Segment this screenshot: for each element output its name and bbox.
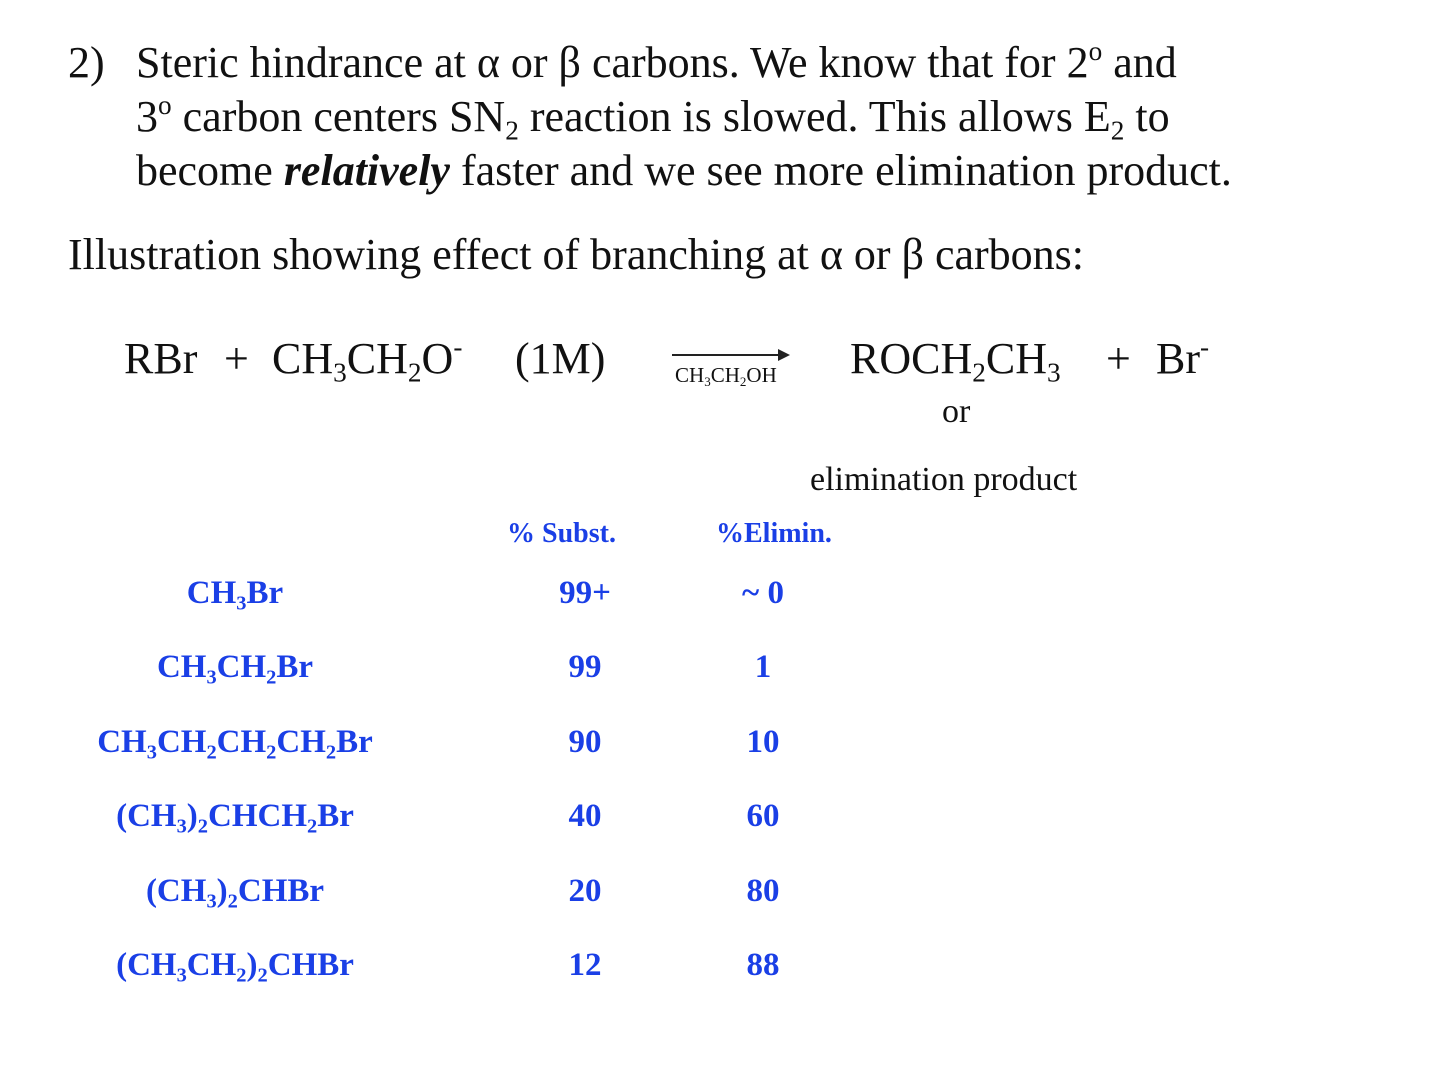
formula-part: CHBr (267, 946, 354, 983)
subscript: 2 (407, 357, 422, 388)
subscript: 2 (266, 666, 277, 689)
subscript: 2 (505, 115, 519, 146)
substrate-formula (80, 854, 390, 928)
reactant-rbr: RBr (124, 334, 198, 383)
subscript: 2 (206, 741, 217, 764)
subscript: 2 (197, 815, 209, 838)
subscript: 2 (307, 815, 318, 838)
table-row (80, 854, 880, 928)
table-row (80, 556, 880, 630)
percent-subst-value: 12 (568, 946, 602, 983)
point-line-1-text: Steric hindrance at α or β carbons. We know that for 2 (136, 38, 1089, 87)
point-line-2-text-b: reaction is slowed. This allows E (518, 92, 1111, 141)
formula-part: CHCH (208, 798, 308, 835)
subscript: 2 (1110, 115, 1125, 146)
formula-part: ) (216, 872, 228, 909)
product-bromide (1156, 332, 1209, 386)
substitution-elimination-table (80, 556, 880, 1002)
formula-part: CH (156, 649, 207, 686)
percent-subst-value: 40 (568, 798, 602, 835)
formula-part: CH (186, 946, 237, 983)
point-line-1-end: and (1102, 38, 1177, 87)
formula-part: CH (710, 363, 740, 387)
percent-subst-value: 99+ (559, 575, 611, 611)
subscript: 3 (206, 666, 217, 689)
formula-part: CHBr (237, 872, 325, 909)
elimination-product-label: elimination product (810, 461, 1078, 498)
degree-sign: o (158, 90, 172, 121)
emphasis-relatively: relatively (283, 146, 450, 195)
subscript: 3 (146, 741, 157, 764)
formula-part: (CH (116, 946, 177, 983)
substrate-formula (80, 928, 390, 1002)
formula-part: CH (346, 334, 408, 383)
formula-part: Br (336, 723, 373, 760)
point-line-1 (136, 36, 1440, 90)
percent-elimin-value: 1 (754, 649, 772, 686)
percent-elimin-value: 88 (746, 946, 780, 983)
subscript: 2 (266, 741, 277, 764)
table-row (80, 705, 880, 779)
point-number: 2) (68, 38, 105, 87)
substrate-formula (80, 705, 390, 779)
subscript: 2 (739, 374, 747, 390)
charge: - (453, 332, 463, 363)
header-percent-elimin: %Elimin. (716, 518, 832, 549)
subscript: 3 (176, 964, 187, 987)
formula-part: CH (97, 723, 147, 760)
point-line-2-end: to (1124, 92, 1170, 141)
subscript: 2 (227, 890, 238, 913)
substrate-formula (80, 556, 390, 630)
formula-part: Br (317, 798, 354, 835)
formula-part: CH (216, 723, 267, 760)
formula-part: CH (186, 575, 237, 611)
or-label: or (942, 393, 971, 430)
point-line-3 (136, 144, 1440, 198)
formula-part: CH (276, 723, 326, 760)
subscript: 3 (704, 374, 711, 390)
charge: - (1200, 332, 1210, 363)
formula-part: (CH (116, 798, 177, 835)
formula-part: CH (985, 334, 1048, 383)
table-row (80, 779, 880, 853)
formula-part: (CH (145, 872, 207, 909)
formula-part: CH (675, 363, 705, 387)
plus-sign: + (1106, 334, 1131, 383)
point-line-2 (136, 90, 1440, 144)
subscript: 3 (176, 815, 187, 838)
formula-part: OH (746, 363, 777, 387)
formula-part: ) (186, 798, 198, 835)
percent-subst-value: 20 (568, 872, 602, 909)
formula-part: ROCH (850, 334, 973, 383)
formula-part: CH (272, 334, 334, 383)
subscript: 3 (206, 890, 217, 913)
substrate-formula (80, 779, 390, 853)
subscript: 3 (1047, 357, 1061, 388)
subscript: 2 (257, 964, 268, 987)
reactant-ethoxide (272, 332, 462, 386)
point-text (136, 36, 1440, 198)
percent-subst-value: 90 (568, 723, 602, 760)
subscript: 3 (333, 357, 347, 388)
point-line-2-start: 3 (136, 92, 158, 141)
percent-elimin-value: ~ 0 (742, 575, 784, 611)
percent-subst-value: 99 (568, 649, 602, 686)
plus-sign: + (224, 334, 249, 383)
formula-part: Br (276, 649, 314, 686)
illustration-caption: Illustration showing effect of branching at α or β carbons: (68, 230, 1085, 279)
substrate-formula (80, 630, 390, 704)
arrow-shaft (672, 354, 780, 356)
table-row (80, 928, 880, 1002)
header-percent-subst: % Subst. (507, 518, 616, 549)
formula-part: ) (246, 946, 258, 983)
subscript: 2 (972, 357, 986, 388)
solvent-label (675, 362, 777, 388)
arrow-head-icon (778, 349, 790, 361)
point-line-2-text: carbon centers SN (171, 92, 506, 141)
percent-elimin-value: 10 (746, 723, 780, 760)
subscript: 2 (325, 741, 337, 764)
formula-part: O (421, 334, 454, 383)
formula-part: Br (1156, 334, 1200, 383)
subscript: 3 (236, 592, 247, 615)
formula-part: CH (156, 723, 207, 760)
formula-part: Br (246, 575, 284, 611)
degree-sign: o (1088, 36, 1103, 67)
subscript: 2 (236, 964, 247, 987)
formula-part: CH (216, 649, 267, 686)
point-line-3-start: become (136, 146, 284, 195)
concentration-label: (1M) (515, 334, 606, 383)
percent-elimin-value: 80 (746, 872, 780, 909)
product-ether (850, 332, 1061, 386)
percent-elimin-value: 60 (746, 798, 780, 835)
table-row (80, 630, 880, 704)
point-line-3-end: faster and we see more elimination product. (449, 146, 1232, 195)
